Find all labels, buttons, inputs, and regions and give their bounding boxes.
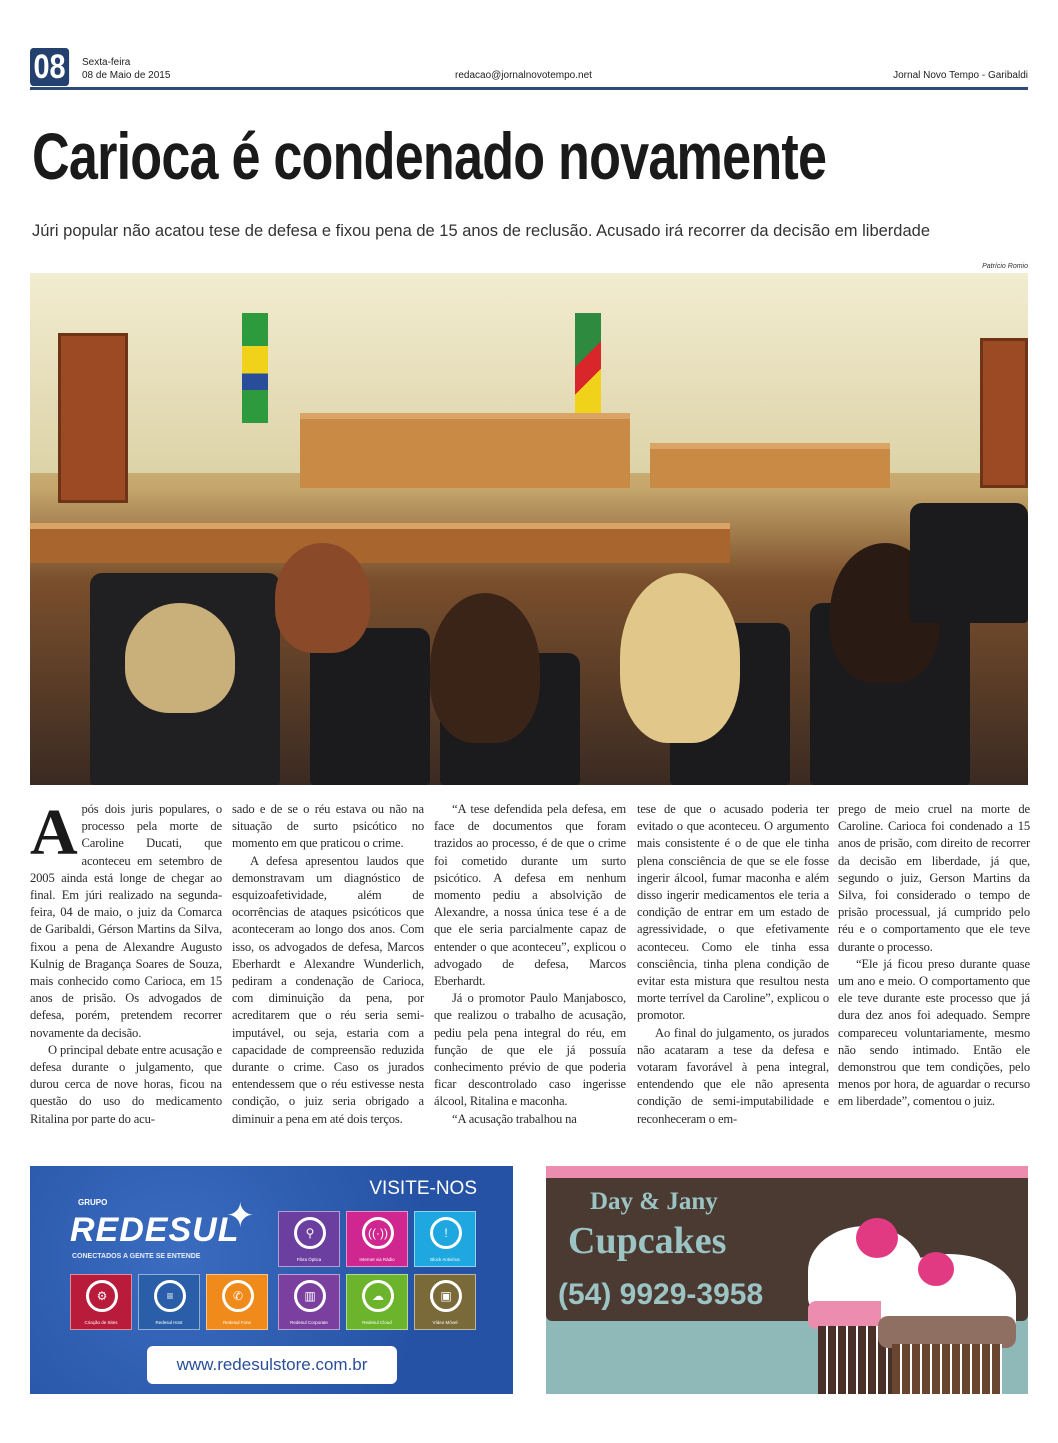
server-icon: ≡ — [154, 1280, 186, 1312]
video-icon: ▣ — [430, 1280, 462, 1312]
cloud-icon: ☁ — [362, 1280, 394, 1312]
phone-number: (54) 9929-3958 — [558, 1278, 764, 1311]
shield-icon: ! — [430, 1217, 462, 1249]
service-tile[interactable] — [346, 1274, 408, 1330]
phone-icon: ✆ — [222, 1280, 254, 1312]
cupcake-wrapper — [892, 1344, 1002, 1394]
service-tile-label: Redesul Host — [155, 1320, 183, 1325]
redesul-ad[interactable] — [30, 1166, 513, 1394]
service-tile[interactable] — [278, 1274, 340, 1330]
service-tile[interactable] — [70, 1274, 132, 1330]
gears-icon: ⚙ — [86, 1280, 118, 1312]
service-tile[interactable] — [414, 1211, 476, 1267]
drop-cap: A — [30, 796, 78, 869]
service-tile-label: Vídeo Móvel — [432, 1320, 458, 1325]
paragraph: sado e de se o réu estava ou não na situação de surto psicótico no momento em que praticou o crime. — [232, 802, 424, 851]
newspaper-name: Jornal Novo Tempo - Garibaldi — [893, 70, 1028, 81]
jury-bench — [650, 443, 890, 488]
building-icon: ▥ — [294, 1280, 326, 1312]
radio-antenna-icon: ((·)) — [362, 1217, 394, 1249]
paragraph: tese de que o acusado poderia ter evitado o que aconteceu. O argumento mais consistente é o de que ele tinha plena consciência de que se ele fosse ingerir álcool, fumar maconha e além disso ingerir medicamentos ele teria a condição de entrar em um estado de agressividade, o que efetivamente aconteceu. Como ele tinha essa consciência, tinha plena condição de evitar esta mistura que resultou nesta morte terrível da Caroline”, explicou o promotor. — [637, 802, 829, 1023]
paragraph: “A tese defendida pela defesa, em face de documentos que foram trazidos ao processo, é de que o crime foi cometido durante um surto psicótico. A defesa em nenhum momento pediu a absolvição de Alexandre, a nossa única tese é a de que ele seria parcialmente capaz de entender o que aconteceu”, explicou o advogado de defesa, Marcos Eberhardt. — [434, 802, 626, 989]
logo-star-icon: ✦ — [226, 1197, 255, 1235]
ad-tagline: CONECTADOS A GENTE SE ENTENDE — [72, 1253, 201, 1260]
service-tile[interactable] — [278, 1211, 340, 1267]
state-flag — [575, 313, 601, 423]
photo-person — [430, 593, 540, 743]
service-tile[interactable] — [346, 1211, 408, 1267]
photo-door — [58, 333, 128, 503]
weekday: Sexta-feira — [82, 57, 131, 68]
visit-us-label: VISITE-NOS — [369, 1178, 477, 1199]
judge-bench — [300, 413, 630, 488]
courtroom-photo — [30, 273, 1028, 785]
fiber-icon: ⚲ — [294, 1217, 326, 1249]
photo-person — [275, 543, 370, 653]
subheadline: Júri popular não acatou tese de defesa e fixou pena de 15 anos de reclusão. Acusado irá recorrer da decisão em liberdade — [32, 222, 931, 240]
paragraph: A defesa apresentou laudos que demonstravam um diagnóstico de esquizoafetividade, além de ocorrências de ataques psicóticos que aconteceram ao longo dos anos. Com isso, os advogados de defesa, Marcos Eberhardt e Alexandre Wunderlich, pediram a condenação de Carioca, com diminuição da pena, por acreditarem que o réu seria semi-imputável, ou seja, estaria com a capacidade de compreensão reduzida durante o crime. Caso os jurados entendessem que o réu estivesse nesta condição, o juiz seria obrigado a diminuir a pena em até dois terços. — [232, 853, 424, 1126]
service-tile-label: Redesul Cloud — [362, 1320, 392, 1325]
service-tile-label: Internet via Rádio — [359, 1257, 395, 1262]
headline: Carioca é condenado novamente — [32, 119, 827, 193]
service-tile-label: Criação de Sites — [84, 1320, 118, 1325]
page-header — [30, 48, 1028, 90]
ad-line1: Day & Jany — [590, 1188, 718, 1215]
date: 08 de Maio de 2015 — [82, 70, 171, 81]
service-tile-label: Redesul Corporate — [290, 1320, 328, 1325]
article-column-1 — [30, 796, 222, 1128]
paragraph: prego de meio cruel na morte de Caroline. Carioca foi condenado a 15 anos de prisão, com direito de recorrer da decisão em liberdade, já que, segundo o juiz, Gerson Martins da Silva, foi considerado o tempo de prisão processual, já cumprido pelo réu e o comportamento que ele teve durante o processo. — [838, 802, 1030, 954]
issue-date — [82, 56, 170, 82]
service-tile-label: Fibra Óptica — [296, 1257, 322, 1262]
article-column-5 — [838, 801, 1030, 1111]
paragraph: “A acusação trabalhou na — [452, 1111, 577, 1126]
photo-door — [980, 338, 1028, 488]
paragraph: Já o promotor Paulo Manjabosco, que realizou o trabalho de acusação, pediu pela pena integral do réu, em função de que ele já possuía conhecimento prévio de que poderia ficar descontrolado caso ingerisse álcool, Ritalina e maconha. — [434, 991, 626, 1109]
photo-chair — [910, 503, 1028, 623]
service-tile-label: Redesul Fone — [222, 1320, 252, 1325]
cherry-icon — [856, 1218, 898, 1258]
cherry-icon — [918, 1252, 954, 1286]
ad-group-label: GRUPO — [78, 1198, 108, 1207]
court-rail — [30, 523, 730, 563]
service-tile[interactable] — [138, 1274, 200, 1330]
photo-person — [125, 603, 235, 713]
article-column-4 — [637, 801, 829, 1128]
redesul-logo: REDESUL — [70, 1211, 240, 1249]
article-column-2 — [232, 801, 424, 1128]
service-tile[interactable] — [206, 1274, 268, 1330]
article-column-3 — [434, 801, 626, 1128]
brazil-flag — [242, 313, 268, 423]
service-tile[interactable] — [414, 1274, 476, 1330]
paragraph: “Ele já ficou preso durante quase um ano e meio. O comportamento que ele teve durante este processo que já dura dez anos foi adequado. Sempre compareceu voluntariamente, mesmo não sendo intimado. Então ele demonstrou que tem condições, pelo menos por hora, de aguardar o recurso em liberdade”, comentou o juiz. — [838, 956, 1030, 1109]
store-url-link[interactable]: www.redesulstore.com.br — [147, 1346, 397, 1384]
page-number: 08 — [30, 48, 69, 86]
paragraph-text: pós dois juris populares, o processo pela morte de Caroline Ducati, que aconteceu em setembro de 2005 ainda está longe de chegar ao final. Em júri realizado na segunda-feira, 04 de maio, o juiz da Comarca de Garibaldi, Gérson Martins da Silva, fixou a pena de Alexandre Augusto Kulnig de Bragança Soares de Souza, mais conhecido como Carioca, em 15 anos de prisão. Os advogados de defesa, porém, pretendem recorrer novamente da decisão. — [30, 802, 222, 1040]
cupcakes-ad[interactable] — [546, 1166, 1028, 1394]
ad-line2: Cupcakes — [568, 1220, 727, 1262]
paragraph: Ao final do julgamento, os jurados não acataram a tese da defesa e votaram favorável à pena integral, entendendo que ele não apresenta condição de semi-imputabilidade e reconheceram o em- — [637, 1025, 829, 1126]
contact-email[interactable]: redacao@jornalnovotempo.net — [455, 70, 592, 81]
paragraph: O principal debate entre acusação e defesa durante o julgamento, que durou cerca de nove horas, ficou na questão do uso do medicamento Ritalina por parte do acu- — [30, 1042, 222, 1126]
photo-person — [620, 573, 740, 743]
service-tile-label: Block Antivírus — [430, 1257, 460, 1262]
paragraph — [30, 796, 222, 1042]
photo-credit: Patrício Romio — [982, 263, 1028, 270]
